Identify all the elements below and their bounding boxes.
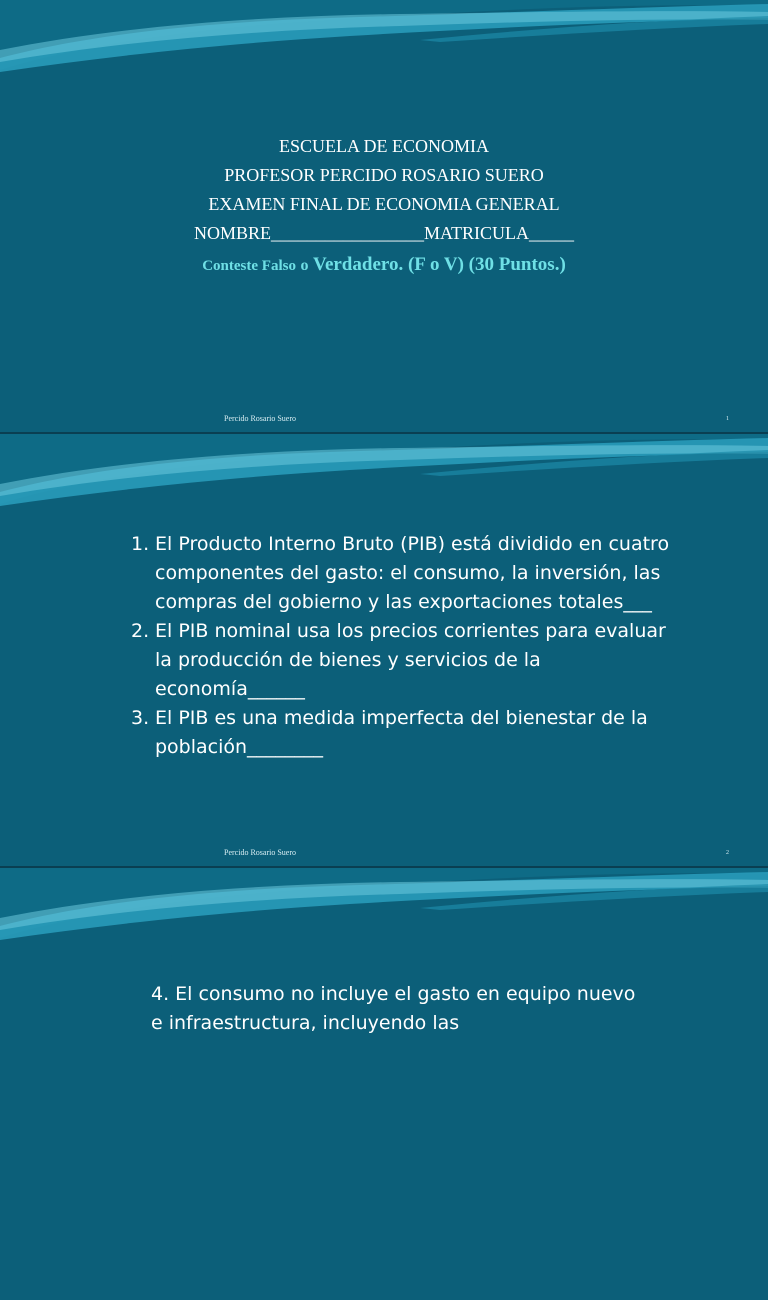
question-text: El PIB es una medida imperfecta del bienestar de la población________ xyxy=(155,707,648,758)
questions-list xyxy=(131,530,671,762)
decorative-waves xyxy=(0,434,768,524)
question-number: 3. xyxy=(131,707,150,729)
question-item xyxy=(131,704,671,762)
name-matricula-line: NOMBRE_________________MATRICULA_____ xyxy=(193,223,574,243)
question-text: El Producto Interno Bruto (PIB) está dividido en cuatro componentes del gasto: el consumo, la inversión, las compras del gobierno y las exportaciones totales___ xyxy=(155,533,670,613)
instruction-part-1: Conteste Falso xyxy=(202,258,296,274)
exam-header xyxy=(0,132,768,281)
question-number: 1. xyxy=(131,533,150,555)
question-item xyxy=(131,617,671,704)
slide-1 xyxy=(0,0,768,432)
instruction-part-3: Verdadero. (F o V) (30 Puntos.) xyxy=(312,254,566,275)
footer-author: Percido Rosario Suero xyxy=(224,414,296,423)
professor-name: PROFESOR PERCIDO ROSARIO SUERO xyxy=(224,165,544,185)
instruction-part-2: o xyxy=(300,257,309,274)
footer-author: Percido Rosario Suero xyxy=(224,848,296,857)
slide-number: 2 xyxy=(726,850,729,856)
slide-2 xyxy=(0,434,768,866)
question-4-text: 4. El consumo no incluye el gasto en equipo nuevo e infraestructura, incluyendo las xyxy=(151,983,636,1034)
instruction-line xyxy=(0,250,768,281)
question-number: 2. xyxy=(131,620,150,642)
slide-3 xyxy=(0,868,768,1300)
question-text: El PIB nominal usa los precios corrientes para evaluar la producción de bienes y servicios de la economía______ xyxy=(155,620,666,700)
decorative-waves xyxy=(0,0,768,90)
decorative-waves xyxy=(0,868,768,958)
question-item xyxy=(131,530,671,617)
slide-number: 1 xyxy=(726,416,729,422)
exam-title: EXAMEN FINAL DE ECONOMIA GENERAL xyxy=(208,194,560,214)
school-name: ESCUELA DE ECONOMIA xyxy=(279,136,489,156)
